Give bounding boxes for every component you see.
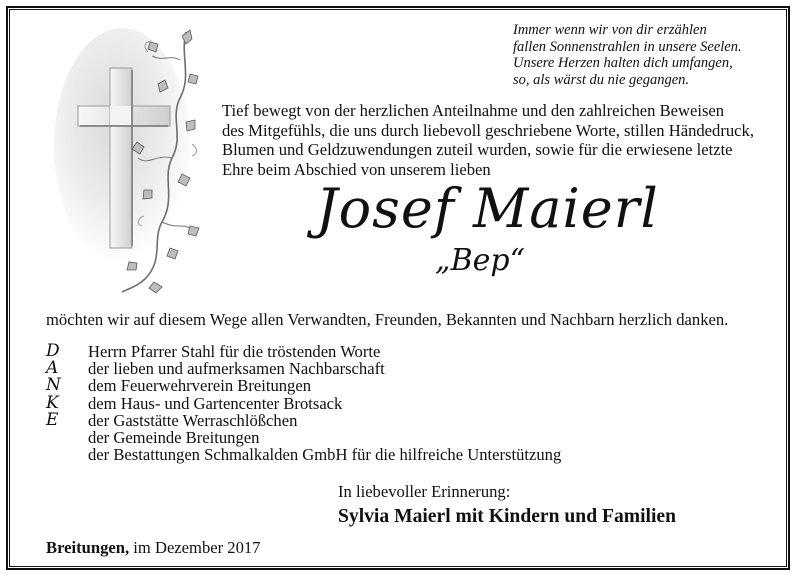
cross-with-ivy-icon xyxy=(52,26,212,296)
poem xyxy=(513,22,773,88)
intro-line: Ehre beim Abschied von unserem lieben xyxy=(222,159,491,179)
family-signature: Sylvia Maierl mit Kindern und Familien xyxy=(338,506,677,527)
danke-letter: D xyxy=(46,341,60,361)
danke-item: der Bestattungen Schmalkalden GmbH für die hilfreiche Unterstützung xyxy=(88,445,562,465)
place: Breitungen, xyxy=(46,538,130,557)
danke-item: dem Feuerwehrverein Breitungen xyxy=(88,376,312,396)
poem-line: so, als wärst du nie gegangen. xyxy=(513,71,690,88)
intro-line: des Mitgefühls, die uns durch liebevoll geschriebene Worte, stillen Händedruck, xyxy=(222,120,754,140)
danke-item: der lieben und aufmerksamen Nachbarschaft xyxy=(88,359,385,379)
intro-line: Tief bewegt von der herzlichen Anteilnahme und den zahlreichen Beweisen xyxy=(222,101,725,120)
poem-line: Unsere Herzen halten dich umfangen, xyxy=(513,55,733,71)
danke-item: der Gemeinde Breitungen xyxy=(88,427,260,447)
place-date xyxy=(46,538,260,558)
danke-letter: N xyxy=(46,375,61,396)
danke-item: Herrn Pfarrer Stahl für die tröstenden Worte xyxy=(88,342,381,361)
danke-letter: E xyxy=(46,409,59,430)
poem-line: Immer wenn wir von dir erzählen xyxy=(513,22,707,38)
thanks-line: möchten wir auf diesem Wege allen Verwandten, Freunden, Bekannten und Nachbarn herzlich danken. xyxy=(46,310,729,329)
danke-item: der Gaststätte Werraschlößchen xyxy=(88,410,298,430)
date: im Dezember 2017 xyxy=(133,538,261,557)
danke-letter: K xyxy=(46,392,59,413)
poem-line: fallen Sonnenstrahlen in unsere Seelen. xyxy=(513,38,742,55)
danke-letter: A xyxy=(46,358,59,379)
danke-list xyxy=(88,343,561,463)
intro-paragraph xyxy=(222,101,762,179)
memory-label: In liebevoller Erinnerung: xyxy=(338,482,511,501)
intro-line: Blumen und Geldzuwendungen zuteil wurden, sowie für die erwiesene letzte xyxy=(222,140,733,160)
danke-item: dem Haus- und Gartencenter Brotsack xyxy=(88,393,343,413)
deceased-name: Josef Maierl xyxy=(316,177,659,240)
deceased-nickname: „Bep“ xyxy=(435,243,525,278)
danke-acrostic xyxy=(46,343,76,429)
